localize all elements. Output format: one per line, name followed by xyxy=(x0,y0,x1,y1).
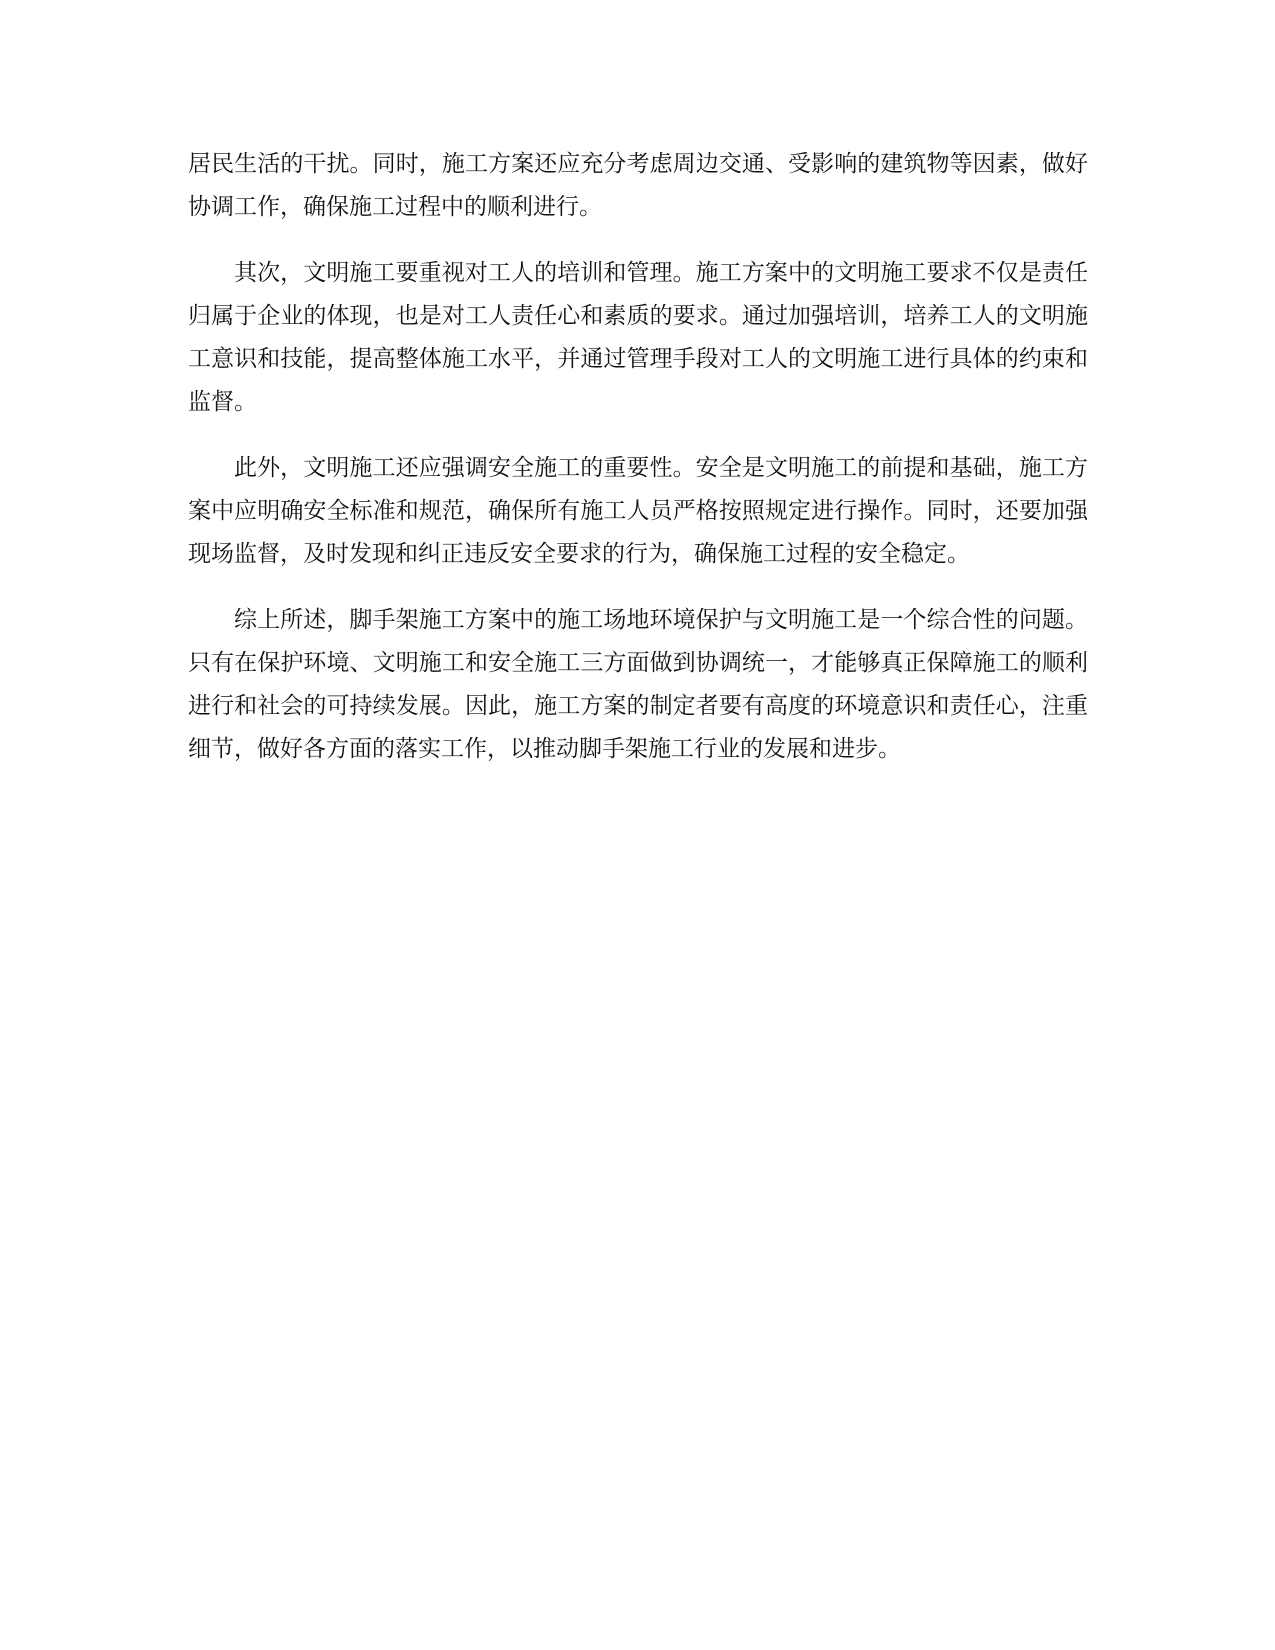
paragraph-conclusion: 综上所述，脚手架施工方案中的施工场地环境保护与文明施工是一个综合性的问题。只有在保护环境、文明施工和安全施工三方面做到协调统一，才能够真正保障施工的顺利进行和社会的可持续发展。因此，施工方案的制定者要有高度的环境意识和责任心，注重细节，做好各方面的落实工作，以推动脚手架施工行业的发展和进步。 xyxy=(188,607,1088,762)
document-body xyxy=(188,143,1088,794)
paragraph-worker-training: 其次，文明施工要重视对工人的培训和管理。施工方案中的文明施工要求不仅是责任归属于企业的体现，也是对工人责任心和素质的要求。通过加强培训，培养工人的文明施工意识和技能，提高整体施工水平，并通过管理手段对工人的文明施工进行具体的约束和监督。 xyxy=(188,260,1088,415)
paragraph-continued: 居民生活的干扰。同时，施工方案还应充分考虑周边交通、受影响的建筑物等因素，做好协调工作，确保施工过程中的顺利进行。 xyxy=(188,151,1088,220)
paragraph-safety: 此外，文明施工还应强调安全施工的重要性。安全是文明施工的前提和基础，施工方案中应明确安全标准和规范，确保所有施工人员严格按照规定进行操作。同时，还要加强现场监督，及时发现和纠正违反安全要求的行为，确保施工过程的安全稳定。 xyxy=(188,455,1088,567)
